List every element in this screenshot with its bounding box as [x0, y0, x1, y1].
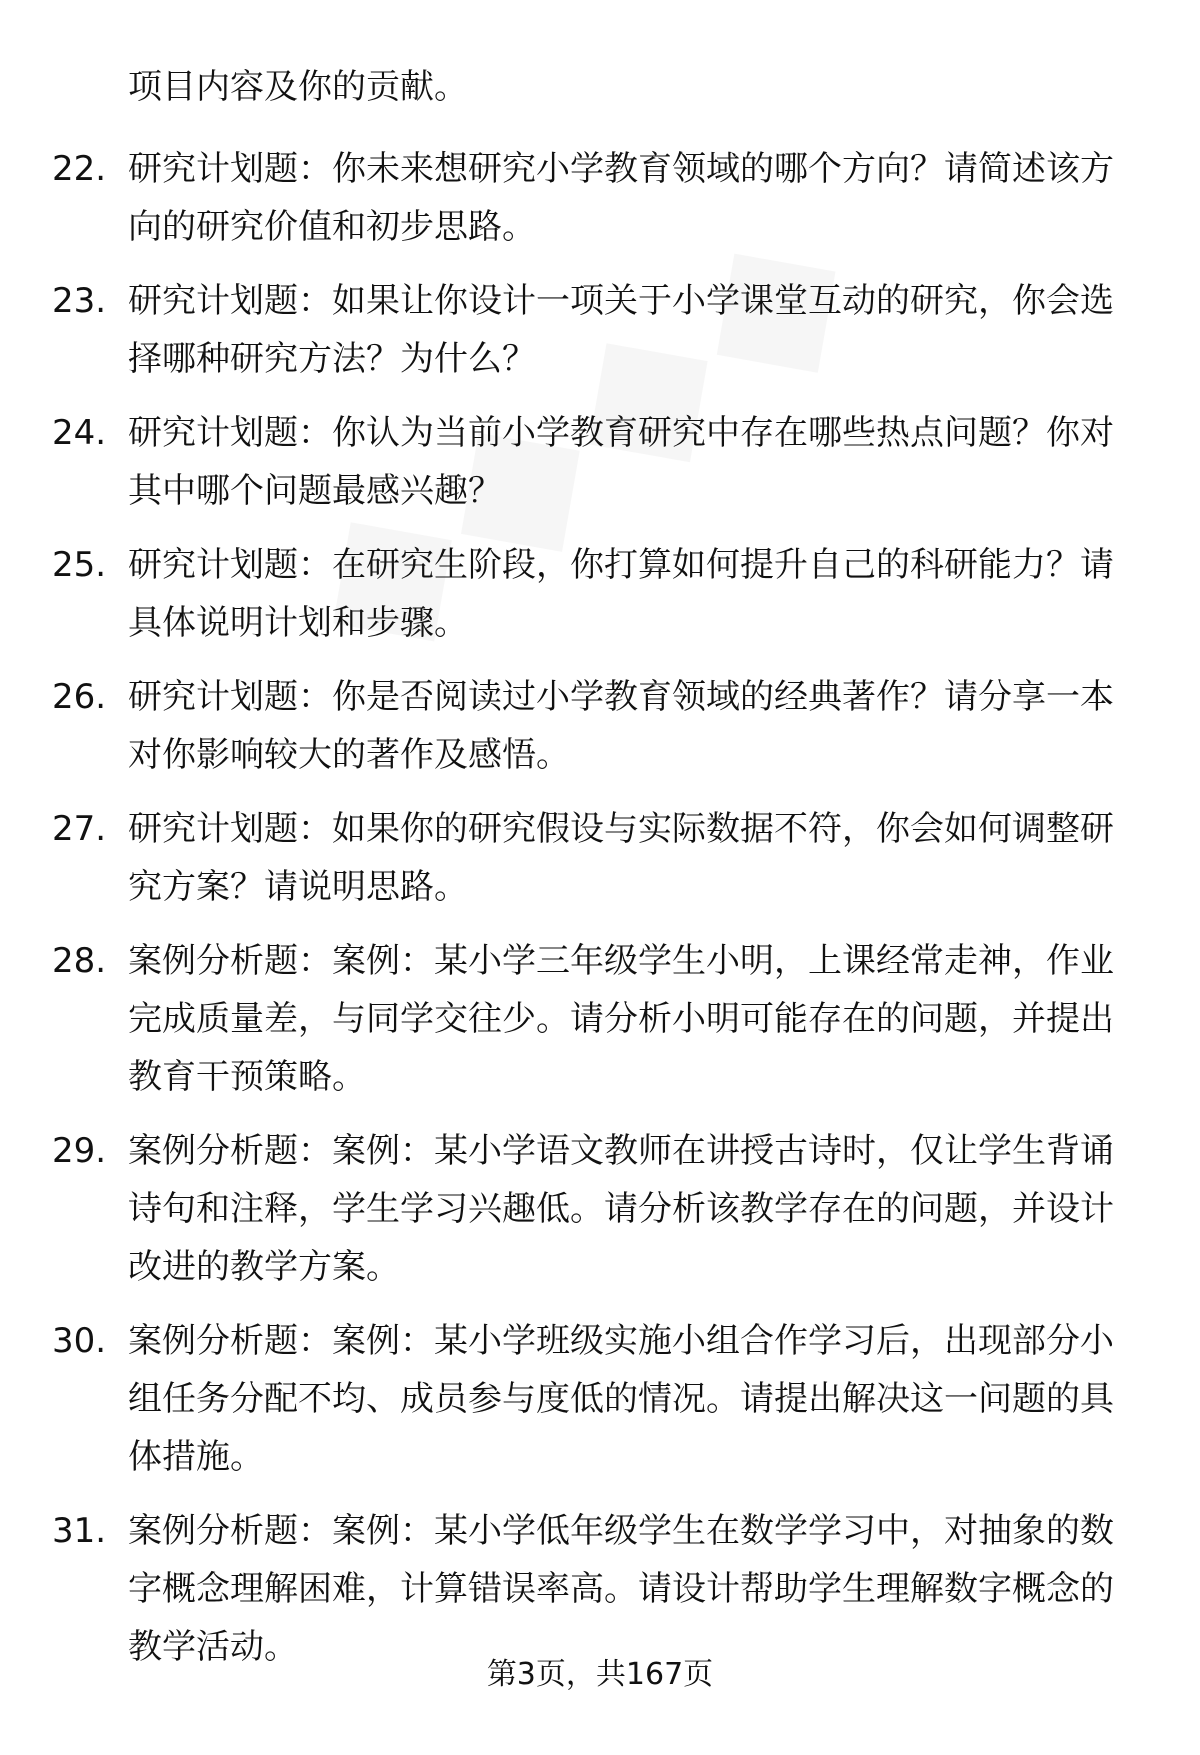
question-item: [52, 536, 1142, 652]
question-number: 28.: [52, 941, 107, 981]
page-footer: 第3页，共167页: [486, 1657, 714, 1692]
question-item: [52, 800, 1142, 916]
question-item: [52, 1502, 1142, 1676]
question-item: [52, 1122, 1142, 1296]
question-item: [52, 272, 1142, 388]
question-text: 案例分析题：案例：某小学语文教师在讲授古诗时，仅让学生背诵诗句和注释，学生学习兴趣低。请分析该教学存在的问题，并设计改进的教学方案。: [128, 1131, 1114, 1287]
question-text: 研究计划题：你是否阅读过小学教育领域的经典著作？请分享一本对你影响较大的著作及感悟。: [128, 677, 1114, 775]
question-number: 26.: [52, 677, 107, 717]
continuation-text: 项目内容及你的贡献。: [128, 67, 468, 107]
question-item: [52, 140, 1142, 256]
question-text: 研究计划题：你认为当前小学教育研究中存在哪些热点问题？你对其中哪个问题最感兴趣？: [128, 413, 1114, 511]
question-number: 24.: [52, 413, 107, 453]
question-number: 31.: [52, 1511, 107, 1551]
question-number: 27.: [52, 809, 107, 849]
question-text: 研究计划题：你未来想研究小学教育领域的哪个方向？请简述该方向的研究价值和初步思路。: [128, 149, 1114, 247]
question-text: 案例分析题：案例：某小学低年级学生在数学学习中，对抽象的数字概念理解困难，计算错误率高。请设计帮助学生理解数字概念的教学活动。: [128, 1511, 1114, 1667]
question-item: [52, 1312, 1142, 1486]
question-text: 研究计划题：在研究生阶段，你打算如何提升自己的科研能力？请具体说明计划和步骤。: [128, 545, 1114, 643]
question-number: 25.: [52, 545, 107, 585]
question-text: 研究计划题：如果你的研究假设与实际数据不符，你会如何调整研究方案？请说明思路。: [128, 809, 1114, 907]
question-item: [52, 668, 1142, 784]
question-list: [52, 140, 1142, 1692]
question-number: 30.: [52, 1321, 107, 1361]
question-text: 案例分析题：案例：某小学班级实施小组合作学习后，出现部分小组任务分配不均、成员参与度低的情况。请提出解决这一问题的具体措施。: [128, 1321, 1114, 1477]
question-number: 22.: [52, 149, 107, 189]
question-item: [52, 404, 1142, 520]
question-text: 研究计划题：如果让你设计一项关于小学课堂互动的研究，你会选择哪种研究方法？为什么？: [128, 281, 1114, 379]
question-item: [52, 932, 1142, 1106]
question-text: 案例分析题：案例：某小学三年级学生小明，上课经常走神，作业完成质量差，与同学交往少。请分析小明可能存在的问题，并提出教育干预策略。: [128, 941, 1114, 1097]
question-number: 23.: [52, 281, 107, 321]
question-number: 29.: [52, 1131, 107, 1171]
